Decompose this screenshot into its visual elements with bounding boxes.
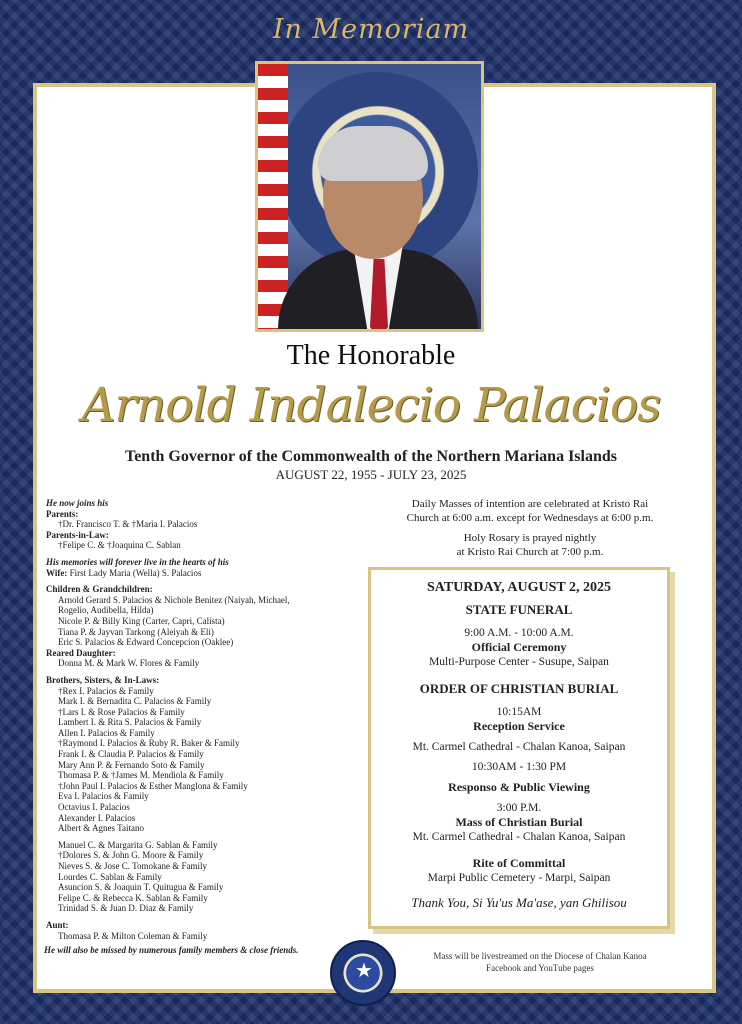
child-item: Eric S. Palacios & Edward Concepcion (Oaklee) — [58, 637, 234, 648]
thank-you-note: Thank You, Si Yu'us Ma'ase, yan Ghilisou — [411, 895, 627, 910]
event-location: Mt. Carmel Cathedral - Chalan Kanoa, Saipan — [412, 741, 626, 753]
masses-line: Church at 6:00 a.m. except for Wednesdays at 6:00 p.m. — [406, 512, 654, 524]
sibling-item: Allen I. Palacios & Family — [58, 727, 155, 738]
wife-name: First Lady Maria (Wella) S. Palacios — [69, 567, 202, 578]
child-item: Arnold Gerard S. Palacios & Nichole Benitez (Naiyah, Michael, — [58, 594, 290, 605]
inlaws-names: †Felipe C. & †Joaquina C. Sablan — [58, 540, 181, 551]
life-dates: AUGUST 22, 1955 - JULY 23, 2025 — [275, 467, 467, 482]
governor-portrait — [255, 61, 484, 332]
event-time: 9:00 A.M. - 10:00 A.M. — [464, 627, 574, 639]
family-list — [46, 498, 346, 956]
event-name: Official Ceremony — [471, 640, 567, 654]
christian-burial-heading: ORDER OF CHRISTIAN BURIAL — [419, 681, 619, 696]
sibling-item: †Rex I. Palacios & Family — [58, 685, 154, 696]
event-name: Mass of Christian Burial — [455, 815, 583, 829]
siblings-heading: Brothers, Sisters, & In-Laws: — [46, 674, 160, 685]
deceased-name: Arnold Indalecio Palacios — [81, 378, 661, 433]
sibling-item: †John Paul I. Palacios & Esther Manglona & Family — [58, 780, 248, 791]
child-item: Nicole P. & Billy King (Carter, Capri, Calista) — [58, 615, 225, 626]
sibling-item: †Raymond I. Palacios & Ruby R. Baker & Family — [58, 738, 240, 749]
livestream-line: Mass will be livestreamed on the Diocese of Chalan Kanoa — [433, 951, 647, 961]
rosary-line: Holy Rosary is prayed nightly — [463, 532, 597, 544]
daily-masses-note — [370, 497, 690, 565]
sablan-item: Trinidad S. & Juan D. Diaz & Family — [58, 903, 194, 914]
state-funeral-heading: STATE FUNERAL — [465, 602, 573, 617]
flag-backdrop — [258, 64, 288, 332]
sablan-item: †Dolores S. & John G. Moore & Family — [58, 850, 204, 861]
seal-star-icon: ★ — [355, 960, 373, 982]
child-item: Tiana P. & Jayvan Tarkong (Aleiyah & Eli) — [58, 626, 214, 637]
family-intro-2: His memories will forever live in the hearts of his — [46, 556, 229, 567]
event-name: Rite of Committal — [472, 856, 566, 870]
children-heading: Children & Grandchildren: — [46, 584, 153, 595]
honorific: The Honorable — [286, 340, 456, 371]
funeral-schedule-box — [368, 567, 670, 929]
family-intro: He now joins his — [46, 498, 109, 508]
sibling-item: Mark I. & Bernadita C. Palacios & Family — [58, 696, 212, 707]
funeral-date: SATURDAY, AUGUST 2, 2025 — [427, 580, 611, 595]
event-location: Mt. Carmel Cathedral - Chalan Kanoa, Saipan — [412, 831, 626, 843]
wife-line — [46, 568, 346, 579]
reared-heading: Reared Daughter: — [46, 647, 116, 658]
sibling-item: Albert & Agnes Taitano — [58, 823, 144, 834]
sibling-item: Eva I. Palacios & Family — [58, 791, 149, 802]
event-location: Marpi Public Cemetery - Marpi, Saipan — [427, 872, 611, 884]
event-location: Multi-Purpose Center - Susupe, Saipan — [429, 656, 609, 668]
event-time: 10:30AM - 1:30 PM — [471, 761, 567, 773]
memoriam-heading: In Memoriam — [272, 14, 470, 45]
rosary-line: at Kristo Rai Church at 7:00 p.m. — [456, 546, 604, 558]
masses-line: Daily Masses of intention are celebrated at Kristo Rai — [411, 498, 649, 510]
event-time: 3:00 P.M. — [496, 802, 542, 814]
parents-heading: Parents: — [46, 508, 79, 519]
closing-note: He will also be missed by numerous family members & close friends. — [44, 945, 299, 956]
sibling-item: †Lars I. & Rose Palacios & Family — [58, 706, 185, 717]
aunt-heading: Aunt: — [46, 919, 69, 930]
sibling-item: Mary Ann P. & Fernando Soto & Family — [58, 759, 205, 770]
event-time: 10:15AM — [496, 706, 542, 718]
event-name: Reception Service — [473, 719, 565, 733]
aunt-name: Thomasa P. & Milton Coleman & Family — [58, 930, 208, 941]
event-name: Responso & Public Viewing — [448, 780, 590, 794]
child-item: Rogelio, Audibella, Hilda) — [58, 605, 154, 616]
wife-heading: Wife: — [46, 567, 68, 578]
sablan-item: Asuncion S. & Joaquin T. Quitugua & Family — [58, 882, 224, 893]
sibling-item: Octavius I. Palacios — [58, 802, 130, 813]
sablan-item: Felipe C. & Rebecca K. Sablan & Family — [58, 892, 208, 903]
reared-name: Donna M. & Mark W. Flores & Family — [58, 658, 200, 669]
livestream-line: Facebook and YouTube pages — [486, 963, 594, 973]
sibling-item: Lambert I. & Rita S. Palacios & Family — [58, 717, 202, 728]
title-subtitle: Tenth Governor of the Commonwealth of the Northern Mariana Islands — [125, 448, 617, 465]
sibling-item: Frank I. & Claudia P. Palacios & Family — [58, 749, 204, 760]
sibling-item: Alexander I. Palacios — [58, 812, 136, 823]
inlaws-heading: Parents-in-Law: — [46, 529, 109, 540]
sablan-item: Nieves S. & Jose C. Tomokane & Family — [58, 861, 207, 871]
portrait-hair — [318, 126, 428, 181]
sablan-item: Lourdes C. Sablan & Family — [58, 871, 162, 882]
livestream-note — [400, 950, 680, 974]
sablan-item: Manuel C. & Margarita G. Sablan & Family — [58, 839, 218, 850]
sibling-item: Thomasa P. & †James M. Mendiola & Family — [58, 770, 224, 781]
cnmi-official-seal — [330, 940, 396, 1006]
parents-names: †Dr. Francisco T. & †Maria I. Palacios — [58, 519, 198, 530]
